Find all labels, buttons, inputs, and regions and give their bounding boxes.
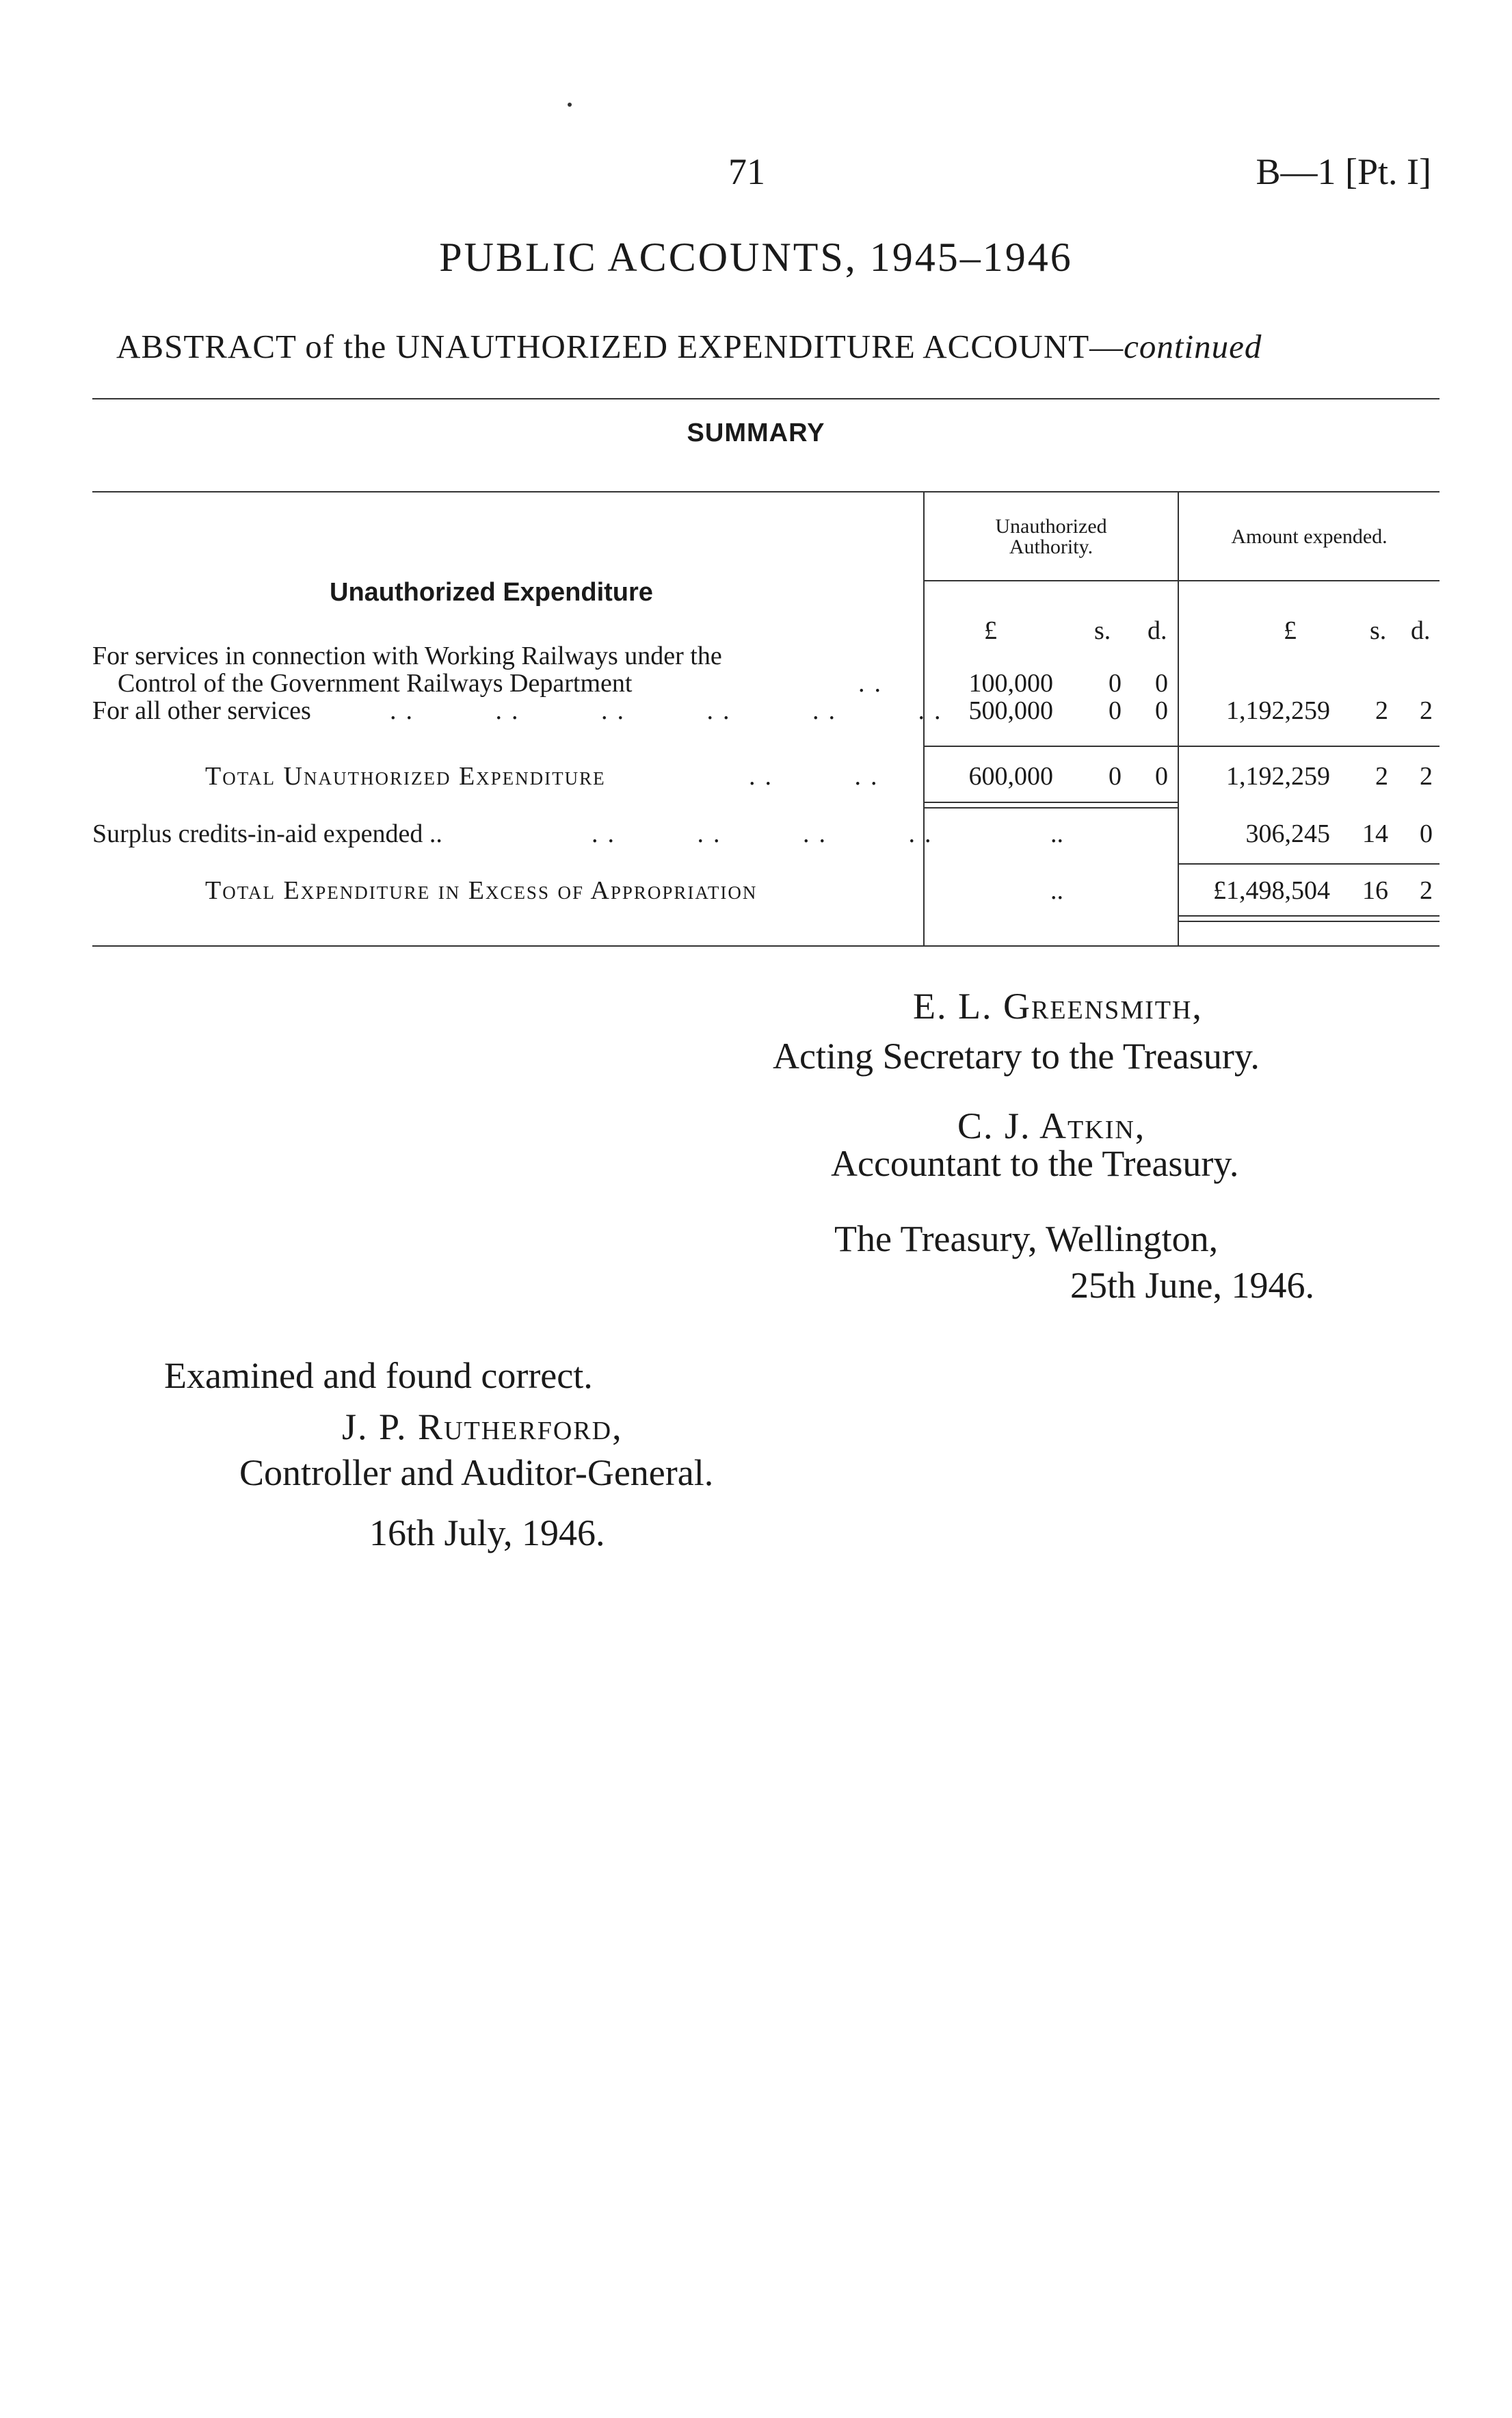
expended-pence-unit: d. <box>1411 616 1431 645</box>
subtitle-main: ABSTRACT of the UNAUTHORIZED EXPENDITURE ACCOUNT— <box>116 328 1124 365</box>
summary-heading: SUMMARY <box>687 419 825 447</box>
row-total-unauthorized-auth-pence: 0 <box>1155 762 1168 791</box>
row-other-services-auth-pounds: 500,000 <box>968 696 1053 725</box>
row-other-services-exp-shillings: 2 <box>1375 696 1388 725</box>
row-working-railways-auth-pounds: 100,000 <box>968 669 1053 698</box>
row-surplus-credits-exp-pence: 0 <box>1420 819 1433 848</box>
row-other-services-exp-pence: 2 <box>1420 696 1433 725</box>
authority-pound-unit: £ <box>984 616 997 645</box>
row-other-services-exp-pounds: 1,192,259 <box>1226 696 1330 725</box>
row-other-services-label: For all other services <box>92 696 311 725</box>
total-double-rule-a2 <box>925 807 1178 809</box>
signatory-rutherford-title: Controller and Auditor-General. <box>239 1452 714 1493</box>
subtitle-continued: continued <box>1124 328 1262 365</box>
row-surplus-credits-auth: .. <box>1050 819 1063 848</box>
row-working-railways-label-1: For services in connection with Working Railways under the <box>92 642 722 670</box>
treasury-date: 25th June, 1946. <box>1070 1265 1314 1306</box>
row-working-railways-auth-shillings: 0 <box>1109 669 1122 698</box>
grand-total-double-rule-2 <box>1179 921 1440 922</box>
signatory-atkin-title: Accountant to the Treasury. <box>831 1143 1239 1184</box>
row-working-railways-auth-pence: 0 <box>1155 669 1168 698</box>
signatory-rutherford-name: J. P. Rutherford, <box>342 1406 623 1447</box>
page-number: 71 <box>728 151 765 192</box>
authority-header-line2: Authority. <box>1009 536 1093 558</box>
top-rule <box>92 398 1440 399</box>
table-bottom-rule <box>92 945 1440 947</box>
signatory-atkin-name: C. J. Atkin, <box>957 1105 1146 1146</box>
audit-date: 16th July, 1946. <box>369 1512 605 1553</box>
row-total-unauthorized-label: Total Unauthorized Expenditure <box>205 762 606 791</box>
expended-shilling-unit: s. <box>1370 616 1387 645</box>
row-total-excess-label: Total Expenditure in Excess of Appropriation <box>205 876 758 905</box>
treasury-place: The Treasury, Wellington, <box>834 1218 1219 1259</box>
expended-header-rule <box>1179 580 1440 581</box>
row-total-unauthorized-exp-shillings: 2 <box>1375 762 1388 791</box>
document-reference: B—1 [Pt. I] <box>1256 151 1431 192</box>
signatory-greensmith-name: E. L. Greensmith, <box>913 986 1203 1027</box>
row-total-unauthorized-exp-pence: 2 <box>1420 762 1433 791</box>
row-other-services-auth-shillings: 0 <box>1109 696 1122 725</box>
row-total-excess-auth: .. <box>1050 876 1063 905</box>
grand-total-rule <box>1179 863 1440 865</box>
row-surplus-credits-exp-shillings: 14 <box>1362 819 1388 848</box>
page-title: PUBLIC ACCOUNTS, 1945–1946 <box>439 235 1073 280</box>
expended-pound-unit: £ <box>1284 616 1297 645</box>
expended-column-header: Amount expended. <box>1231 525 1388 548</box>
row-total-excess-exp-pence: 2 <box>1420 876 1433 905</box>
row-surplus-credits-label: Surplus credits-in-aid expended .. <box>92 819 442 848</box>
row-total-excess-exp-pounds: £1,498,504 <box>1213 876 1330 905</box>
authority-column-header <box>925 516 1178 557</box>
print-speck <box>568 103 572 107</box>
total-double-rule-a1 <box>925 802 1178 803</box>
subtotal-rule-authority <box>925 746 1178 747</box>
row-surplus-credits-exp-pounds: 306,245 <box>1245 819 1330 848</box>
authority-header-line1: Unauthorized <box>995 515 1107 538</box>
row-working-railways-label-2: Control of the Government Railways Department <box>118 669 633 698</box>
subtotal-rule-expended <box>1179 746 1440 747</box>
row-other-services-auth-pence: 0 <box>1155 696 1168 725</box>
row-total-unauthorized-exp-pounds: 1,192,259 <box>1226 762 1330 791</box>
grand-total-double-rule-1 <box>1179 915 1440 917</box>
page-subtitle <box>116 327 1262 366</box>
row-other-services-dots: .. .. .. .. .. .. <box>390 696 951 725</box>
authority-shilling-unit: s. <box>1094 616 1111 645</box>
row-total-unauthorized-dots: .. .. <box>749 762 887 791</box>
row-total-unauthorized-auth-pounds: 600,000 <box>968 762 1053 791</box>
row-total-unauthorized-auth-shillings: 0 <box>1109 762 1122 791</box>
section-heading: Unauthorized Expenditure <box>330 578 653 607</box>
audit-statement: Examined and found correct. <box>164 1355 593 1396</box>
authority-pence-unit: d. <box>1148 616 1167 645</box>
row-surplus-credits-dots: .. .. .. .. <box>592 819 941 848</box>
table-top-rule <box>92 491 1440 492</box>
authority-header-rule <box>925 580 1178 581</box>
column-divider-right <box>1178 491 1179 945</box>
row-total-excess-exp-shillings: 16 <box>1362 876 1388 905</box>
row-working-railways-dots: .. <box>858 669 890 698</box>
signatory-greensmith-title: Acting Secretary to the Treasury. <box>773 1036 1260 1077</box>
